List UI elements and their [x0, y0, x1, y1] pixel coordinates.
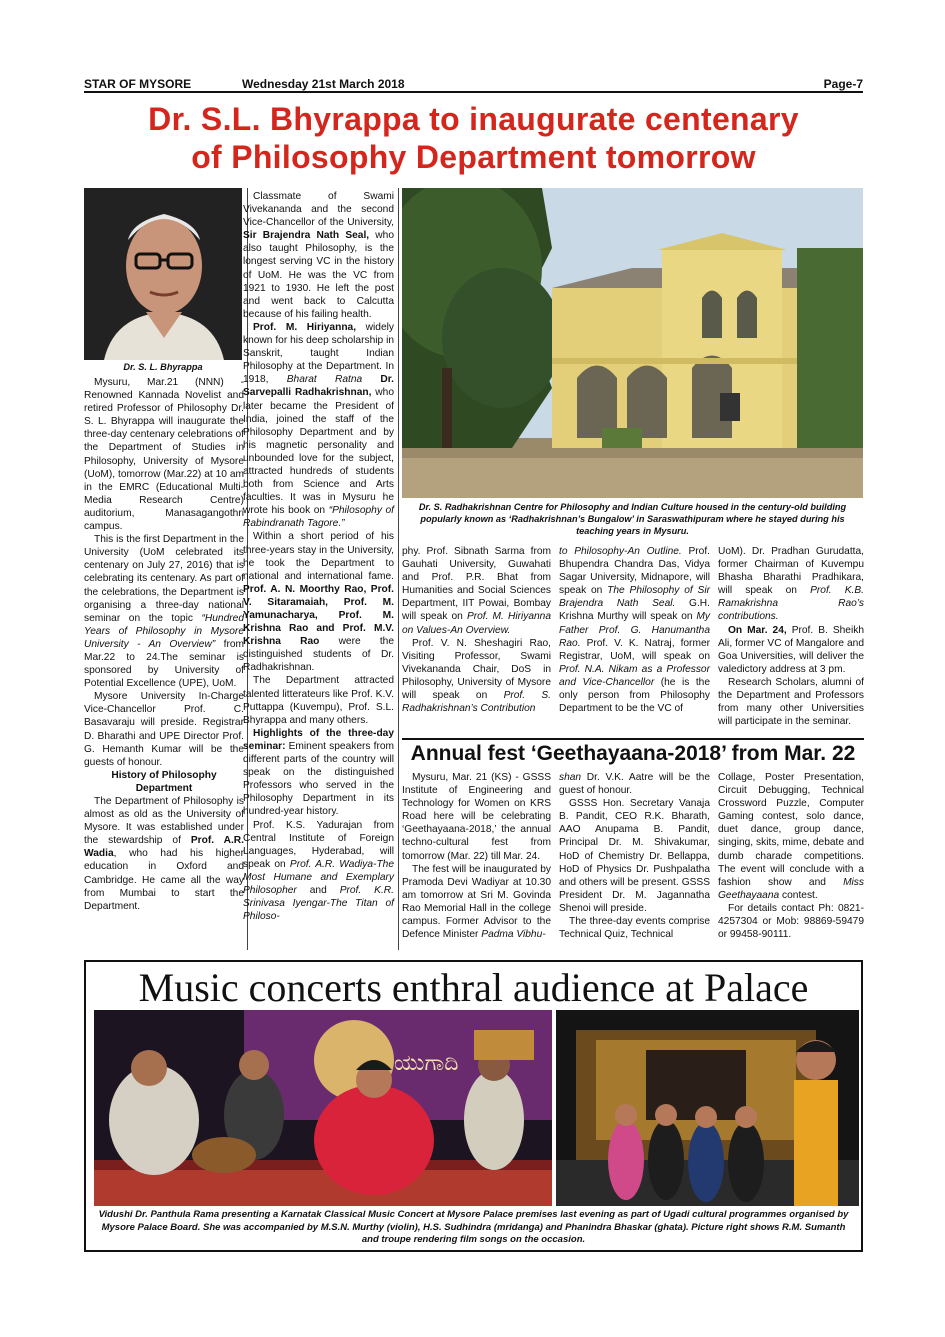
- music-caption: Vidushi Dr. Panthula Rama presenting a Karnatak Classical Music Concert at Mysore Palace premises last evening as part of Ugadi cultural programmes organised by Mysore Palace Board. She was accompanied by M.S.N. Murthy (violin), H.S. Sudhindra (mridanga) and Phanindra Bhaskar (ghata). Picture right shows R.M. Sumanth and troupe rendering film songs on the occasion.: [98, 1209, 849, 1245]
- music-story-box: [84, 960, 863, 1252]
- article-column-3: phy. Prof. Sibnath Sarma from Gauhati University, Guwahati and Prof. P.R. Bhat from Humanities and Social Sciences Department, IIT Powai, Bombay will speak on Prof. M. Hiriyanna on Values-An Overview. Prof. V. N. Sheshagiri Rao, Visiting Professor, Swami Vivekananda Chair, DoS in Philosophy, University of Mysore will speak on Prof. S. Radhakrishnan’s Contribution: [402, 546, 552, 715]
- issue-date: Wednesday 21st March 2018: [242, 77, 405, 91]
- concert-photo-right: [556, 1010, 859, 1206]
- concert-left-drawing: [94, 1010, 552, 1206]
- portrait-caption: Dr. S. L. Bhyrappa: [123, 362, 203, 372]
- building-caption: Dr. S. Radhakrishnan Centre for Philosophy and Indian Culture housed in the century-old building popularly known as ‘Radhakrishnan’s Bungalow’ in Saraswathipuram where he stayed during his teaching years in Mysuru.: [418, 502, 847, 536]
- fest-column-3: Collage, Poster Presentation, Circuit Debugging, Technical Crossword Puzzle, Computer Gaming contest, solo dance, duet dance, group dance, singing, skits, mime, debate and dumb charade competitions. The event will conclude with a fashion show and Miss Geethayaana contest. For details contact Ph: 0821-4257304 or Mob: 98869-59479 or 99458-90111.: [718, 772, 864, 941]
- portrait-drawing: [84, 188, 242, 360]
- building-drawing: [402, 188, 863, 498]
- article-column-1: Mysuru, Mar.21 (NNN) - Renowned Kannada Novelist and retired Professor of Philosophy Dr. S. L. Bhyrappa will inaugurate the three-day centenary celebrations of the Department of Studies in Philosophy, University of Mysore (UoM), tomorrow (Mar.22) at 10 am in the EMRC (Educational Multi-Media Research Centre) auditorium, Manasagangothri campus. This is the first Department in the University (UoM celebrated its centenary on July 27, 2016) that is celebrating its centenary. As part of the celebrations, the Department is organising a three-day national seminar on the topic “Hundred Years of Philosophy in Mysore University - An Overview” from Mar.22 to 24.The seminar is sponsored by University of Potential Excellence (UPE), UoM. Mysore University In-Charge Vice-Chancellor Prof. C. Basavaraju will preside. Registrar D. Bharathi and UPE Director Prof. G. Hemanth Kumar will be the guests of honour. History of Philosophy Department The Department of Philosophy is almost as old as the University of Mysore. It was established under the stewardship of Prof. A.R. Wadia, who had his higher education in Oxford and Cambridge. He came all the way from Mumbai to start the Department.: [84, 377, 244, 912]
- article-column-2: Classmate of Swami Vivekananda and the second Vice-Chancellor of the University, Sir Brajendra Nath Seal, who also taught Philosophy, is the longest serving VC in the history of UoM. He was the VC from 1921 to 1930. He left the post and went back to Calcutta because of his failing health. Prof. M. Hiriyanna, widely known for his deep scholarship in Sanskrit, taught Indian Philosophy at the Department. In 1918, Bharat Ratna Dr. Sarvepalli Radhakrishnan, who later became the President of India, joined the staff of the Philosophy Department and by his magnetic personality and unbounded love for the subject, attracted hundreds of students both from Science and Arts faculties. It was in Mysuru he wrote his book on “Philosophy of Rabindranath Tagore.” Within a short period of his three-years stay in the University, he took the Department to national and international fame. Prof. A. N. Moorthy Rao, Prof. V. Sitaramaiah, Prof. M. Yamunacharya, Prof. M. Krishna Rao and Prof. M.V. Krishna Rao were the distinguished students of Dr. Radhakrishnan. The Department attracted talented litterateurs like Prof. K.V. Puttappa (Kuvempu), Prof. S.L. Bhyrappa and many others. Highlights of the three-day seminar: Eminent speakers from different parts of the country will speak on the distinguished Professors who served in the Philosophy Department in its hundred-year history. Prof. K.S. Yadurajan from Central Institute of Foreign Languages, Hyderabad, will speak on Prof. A.R. Wadiya-The Most Humane and Exemplary Philosopher and Prof. K.R. Srinivasa Iyengar-The Titan of Philoso-: [243, 191, 394, 923]
- radhakrishnan-bungalow-photo: [402, 188, 863, 498]
- paper-name: STAR OF MYSORE: [84, 77, 192, 91]
- page-number: Page-7: [823, 77, 863, 91]
- fest-column-2: shan Dr. V.K. Aatre will be the guest of honour. GSSS Hon. Secretary Vanaja B. Pandit, CEO R.K. Bharath, AAO Anupama B. Pandit, Principal Dr. M. Shivakumar, HoD of Chemistry Dr. Bellappa, HoD of Physics Dr. Pushpalatha and others will be present. GSSS President Dr. M. Jagannatha Shenoi will preside. The three-day events comprise Technical Quiz, Technical: [559, 772, 710, 941]
- banner-text: ಯುಗಾದಿ: [394, 1051, 459, 1076]
- concert-photo-left: [94, 1010, 552, 1206]
- masthead: [84, 77, 863, 93]
- bhyrappa-portrait: [84, 188, 242, 360]
- fest-headline: Annual fest ‘Geethayaana-2018’ from Mar. 22: [402, 738, 864, 766]
- article-column-5: UoM). Dr. Pradhan Gurudatta, former Chairman of Kuvempu Bhasha Bharathi Pradhikara, will speak on Prof. K.B. Ramakrishna Rao’s contributions. On Mar. 24, Prof. B. Sheikh Ali, former VC of Mangalore and Goa Universities, will deliver the valedictory address at 3 pm. Research Scholars, alumni of the Department and Professors from many other Universities will participate in the seminar.: [718, 546, 864, 728]
- concert-right-drawing: [556, 1010, 859, 1206]
- history-subhead: History of Philosophy Department: [111, 769, 217, 794]
- column-rule: [398, 188, 399, 950]
- lead-headline-line-1: Dr. S.L. Bhyrappa to inaugurate centenary: [148, 101, 799, 137]
- fest-column-1: Mysuru, Mar. 21 (KS) - GSSS Institute of Engineering and Technology for Women on KRS Road here will be celebrating ‘Geethayaana-2018,’ the annual techno-cultural fest from tomorrow (Mar. 22) till Mar. 24. The fest will be inaugurated by Pramoda Devi Wadiyar at 10.30 am tomorrow at Sri M. Govinda Rao Memorial Hall in the college campus. Former Advisor to the Defence Minister Padma Vibhu-: [402, 772, 551, 941]
- music-headline: Music concerts enthral audience at Palace: [138, 965, 809, 1010]
- lead-headline-line-2: of Philosophy Department tomorrow: [191, 139, 756, 175]
- article-column-4: to Philosophy-An Outline. Prof. Bhupendra Chandra Das, Vidya Sagar University, Midnapore, will speak on The Philosophy of Sir Brajendra Nath Seal. G.H. Krishna Murthy will speak on My Father Prof. G. Hanumantha Rao. Prof. V. K. Natraj, former Registrar, UoM, will speak on Prof. N.A. Nikam as a Professor and Vice-Chancellor (he is the only person from Philosophy Department to be the VC of: [559, 546, 710, 715]
- lead-headline: [84, 100, 863, 176]
